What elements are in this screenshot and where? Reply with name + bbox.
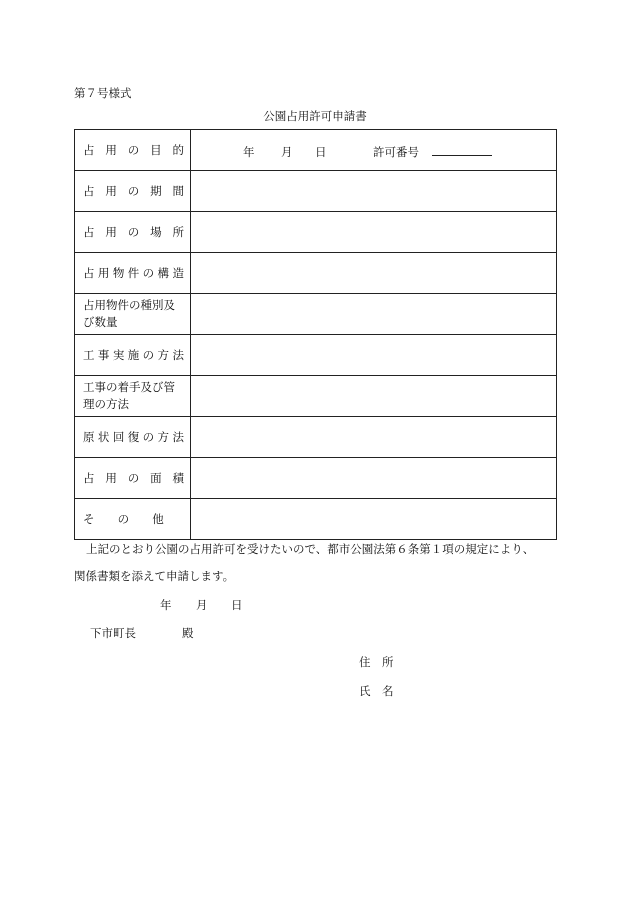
row-value-restoration[interactable] [191,417,557,458]
row-label-start-management: 工事の着手及び管理の方法 [75,376,191,417]
table-row [75,253,557,294]
row-label-area: 占 用 の 面 積 [75,458,191,499]
applicant-address-label: 住 所 [359,655,394,669]
row-label-restoration: 原 状 回 復 の 方 法 [75,417,191,458]
table-row [75,335,557,376]
statement-line-1: 上記のとおり公園の占用許可を受けたいので、都市公園法第６条第１項の規定により、 [86,542,535,556]
table-row [75,499,557,540]
row-label-construction-method: 工 事 実 施 の 方 法 [75,335,191,376]
row-value-location[interactable] [191,212,557,253]
date-day-label: 日 [231,598,243,612]
permit-number-label: 許可番号 [373,145,419,159]
table-row [75,376,557,417]
day-label: 日 [315,145,327,159]
form-title: 公園占用許可申請書 [263,109,367,123]
table-row [75,417,557,458]
year-label: 年 [243,145,255,159]
row-label-period: 占 用 の 期 間 [75,171,191,212]
table-row [75,294,557,335]
form-number: 第７号様式 [74,86,132,100]
table-row [75,171,557,212]
row-value-other[interactable] [191,499,557,540]
row-value-start-management[interactable] [191,376,557,417]
row-label-type-quantity: 占用物件の種別及び数量 [75,294,191,335]
addressee-name: 下市町長 [90,626,136,640]
row-value-area[interactable] [191,458,557,499]
row-value-construction-method[interactable] [191,335,557,376]
purpose-value-cell[interactable] [191,130,557,171]
date-month-label: 月 [196,598,208,612]
addressee-honorific: 殿 [182,626,194,640]
table-row [75,458,557,499]
row-label-location: 占 用 の 場 所 [75,212,191,253]
date-year-label: 年 [160,598,172,612]
month-label: 月 [281,145,293,159]
permit-number-field[interactable] [432,155,492,156]
table-row [75,212,557,253]
statement-line-2: 関係書類を添えて申請します。 [74,569,235,583]
row-label-purpose: 占 用 の 目 的 [75,130,191,171]
application-table [74,129,557,540]
row-value-period[interactable] [191,171,557,212]
row-label-other: そ の 他 [75,499,191,540]
table-row [75,130,557,171]
applicant-name-label: 氏 名 [359,684,394,698]
row-label-structure: 占 用 物 件 の 構 造 [75,253,191,294]
row-value-structure[interactable] [191,253,557,294]
row-value-type-quantity[interactable] [191,294,557,335]
